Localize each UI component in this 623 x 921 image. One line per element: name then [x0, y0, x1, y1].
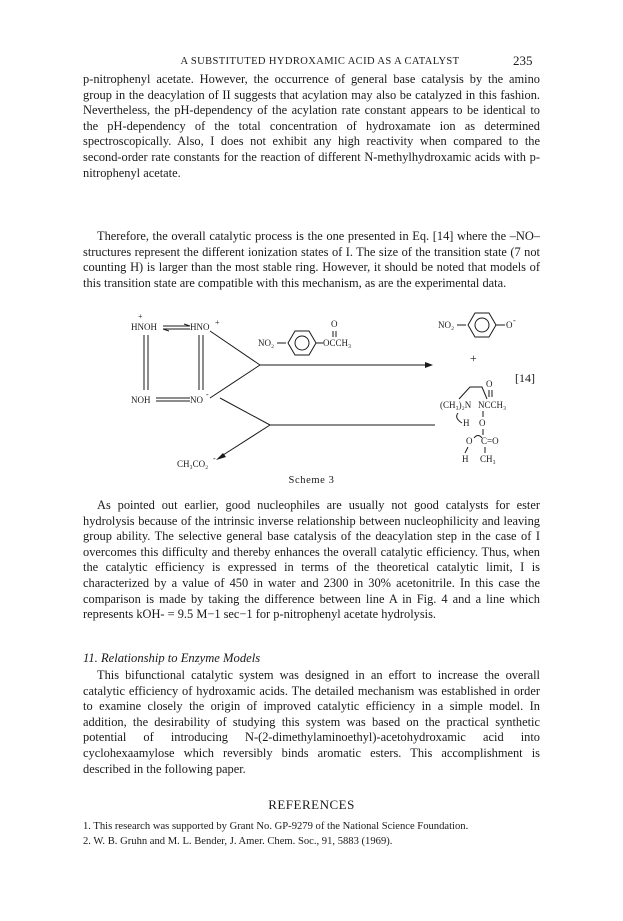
svg-text:-: -	[213, 454, 216, 463]
acyl-o-mid: O	[479, 418, 486, 428]
substrate-no2: NO₂	[258, 338, 275, 348]
svg-text:+: +	[215, 318, 220, 327]
hno-plus-label: HNO	[190, 322, 210, 332]
acyl-nme2: (CH₃)₂N	[440, 400, 472, 410]
page-number: 235	[513, 53, 533, 68]
acyl-h: H	[463, 418, 470, 428]
paragraph-3: As pointed out earlier, good nucleophiles are usually not good catalysts for ester hydrolysis because of the intrinsic inverse relationship between nucleophilicity and leaving group ability. The selective general base catalysis of the deacylation step in the case of I overcomes this difficulty and thereby enhances the overall catalytic efficiency. Thus, when the catalytic efficiency is expressed in terms of the theoretical catalytic limit, I is characterized by a value of 450 in water and 2300 in 30% acetonitrile. In this case the comparison is made by taking the difference between line A in Fig. 4 and a line which represents kOH- = 9.5 M−1 sec−1 for p-nitrophenyl acetate hydrolysis.	[83, 498, 540, 622]
paragraph-2: Therefore, the overall catalytic process is the one presented in Eq. [14] where the –NO– structures represent the different ionization states of I. The size of the transition state (7 not counting H) is larger than the most stable ring. However, it should be noted that models of this transition state are compatible with this mechanism, as are the experimental data.	[83, 229, 540, 290]
substrate-carbonyl-o: O	[331, 319, 338, 329]
acyl-c-eq-o: C=O	[481, 436, 499, 446]
product-ominus: O	[506, 320, 513, 330]
scheme-3-diagram	[131, 305, 540, 475]
paragraph-4: This bifunctional catalytic system was designed in an effort to increase the overall catalytic efficiency of hydroxamic acids. The detailed mechanism was established in order to examine closely the origin of improved catalytic efficiency in a simple model. In addition, the desirability of studying this system was based on the practical synthetic potential of introducing N-(2-dimethylaminoethyl)-acetohydroxamic acid into cyclohexaamylose which reversibly binds aromatic esters. This accomplishment is described in the following paper.	[83, 668, 540, 776]
equation-number: [14]	[515, 371, 535, 385]
acyl-ch3-bottom: CH₃	[480, 454, 496, 464]
acyl-h-bottom: H	[462, 454, 469, 464]
no-minus-label: NO	[190, 395, 203, 405]
acyl-o-low: O	[466, 436, 473, 446]
svg-text:+: +	[138, 312, 143, 321]
substrate-occh3: OCCH₃	[323, 338, 352, 348]
acyl-nccch3: NCCH₃	[478, 400, 507, 410]
scheme-label: Scheme 3	[288, 475, 335, 486]
running-head: A SUBSTITUTED HYDROXAMIC ACID AS A CATALYST	[180, 56, 460, 67]
svg-text:-: -	[206, 390, 209, 399]
references-title: REFERENCES	[268, 797, 355, 812]
acetate-label: CH₃CO₂	[177, 459, 209, 469]
acyl-o-top: O	[486, 379, 493, 389]
section-heading: 11. Relationship to Enzyme Models	[83, 651, 261, 665]
noh-label: NOH	[131, 395, 151, 405]
reference-1: 1. This research was supported by Grant No. GP-9279 of the National Science Foundation.	[83, 821, 469, 832]
reference-2: 2. W. B. Gruhn and M. L. Bender, J. Amer. Chem. Soc., 91, 5883 (1969).	[83, 836, 393, 847]
product-no2: NO₂	[438, 320, 455, 330]
paragraph-1: p-nitrophenyl acetate. However, the occurrence of general base catalysis by the amino group in the deacylation of II suggests that acylation may also be catalyzed in this fashion. Nevertheless, the pH-dependency of the acylation rate constant appears to be identical to the pH-dependency of the total concentration of hydroxamate ion as determined spectroscopically. Also, I does not exhibit any high reactivity when compared to the second-order rate constants for the reaction of different N-methylhydroxamic acids with p-nitrophenyl acetate.	[83, 72, 540, 180]
hnoh-label: HNOH	[131, 322, 157, 332]
plus-sign: +	[470, 351, 477, 365]
svg-text:-: -	[513, 316, 516, 325]
